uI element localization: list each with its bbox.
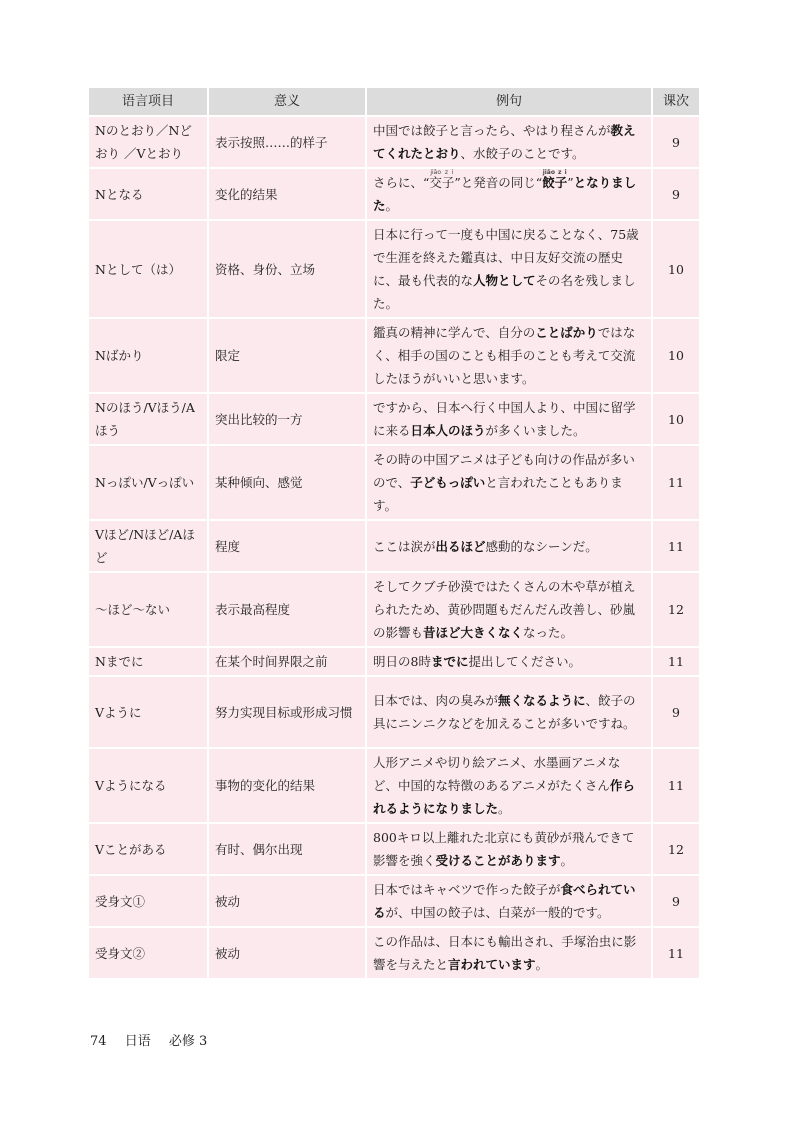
table-row: [89, 169, 699, 221]
ruby-reading: jiāo z i: [429, 169, 455, 176]
sentence-text: 。: [498, 801, 511, 816]
example-sentence: [367, 221, 653, 319]
sentence-text: と言われたこともあります。: [373, 475, 623, 513]
lesson-number: 12: [653, 573, 699, 648]
header-item: 语言项目: [89, 88, 209, 117]
sentence-text: 。: [385, 198, 399, 213]
sentence-text: ”: [567, 175, 574, 190]
table-row: [89, 648, 699, 677]
grammar-item: Vようになる: [89, 749, 209, 824]
grammar-item: 受身文②: [89, 928, 209, 980]
highlighted-phrase: 昔ほど大きくなく: [423, 625, 524, 640]
grammar-meaning: 限定: [209, 319, 367, 394]
sentence-text: その時の中国アニメは子ども向けの作品が多いので、: [373, 452, 635, 490]
sentence-text: ではなく、相手の国のことも相手のことも考えて交流したほうがいいと思います。: [373, 325, 636, 386]
grammar-item: Nとなる: [89, 169, 209, 221]
grammar-meaning: 有时、偶尔出现: [209, 824, 367, 876]
sentence-text: 鑑真の精神に学んで、自分の: [373, 325, 536, 340]
highlighted-phrase: 子どもっぽい: [410, 475, 486, 490]
table-row: [89, 824, 699, 876]
grammar-meaning: 表示按照……的样子: [209, 117, 367, 169]
grammar-meaning: 被动: [209, 928, 367, 980]
lesson-number: 9: [653, 876, 699, 928]
table-row: [89, 521, 699, 573]
grammar-item: ～ほど～ない: [89, 573, 209, 648]
lesson-number: 11: [653, 446, 699, 521]
ruby-base: 交子: [429, 175, 455, 190]
sentence-text: その名を残しました。: [373, 273, 636, 311]
table-row: [89, 749, 699, 824]
ruby-reading: jiǎo z i: [542, 169, 568, 176]
grammar-item: Nっぽい/Vっぽい: [89, 446, 209, 521]
example-sentence: [367, 169, 653, 221]
sentence-text: 800キロ以上離れた北京にも黄砂が飛んできて影響を強く: [373, 830, 635, 868]
header-lesson: 课次: [653, 88, 699, 117]
sentence-text: 。: [535, 957, 549, 972]
grammar-item: Vことがある: [89, 824, 209, 876]
page-number: 74: [90, 1034, 107, 1049]
table-row: [89, 677, 699, 749]
lesson-number: 10: [653, 394, 699, 446]
highlighted-phrase: となりました: [373, 175, 637, 213]
table-row: [89, 394, 699, 446]
highlighted-phrase: 日本人のほう: [410, 423, 486, 438]
grammar-meaning: 事物的变化的结果: [209, 749, 367, 824]
grammar-item: Nばかり: [89, 319, 209, 394]
grammar-meaning: 资格、身份、立场: [209, 221, 367, 319]
example-sentence: [367, 446, 653, 521]
header-example: 例句: [367, 88, 653, 117]
sentence-text: 感動的なシーンだ。: [485, 538, 598, 554]
sentence-text: ここは涙が: [373, 538, 436, 554]
example-sentence: [367, 928, 653, 980]
book-volume: 必修 3: [168, 1034, 208, 1049]
example-sentence: [367, 648, 653, 677]
example-sentence: [367, 749, 653, 824]
sentence-text: ですから、日本へ行く中国人より、中国に留学に来る: [373, 400, 636, 438]
grammar-item: 受身文①: [89, 876, 209, 928]
grammar-meaning: 努力实现目标或形成习惯: [209, 677, 367, 749]
grammar-item: Nのとおり／Nどおり ／Vとおり: [89, 117, 209, 169]
highlighted-phrase: 出るほど: [435, 538, 486, 554]
highlighted-phrase: 食べられている: [373, 882, 636, 920]
lesson-number: 10: [653, 221, 699, 319]
lesson-number: 11: [653, 928, 699, 980]
highlighted-phrase: 作られるようになりました: [373, 778, 635, 816]
lesson-number: 9: [653, 117, 699, 169]
page-footer: [90, 1030, 221, 1049]
sentence-text: この作品は、日本にも輸出され、手塚治虫に影響を与えたと: [373, 934, 637, 972]
lesson-number: 10: [653, 319, 699, 394]
example-sentence: [367, 824, 653, 876]
table-header-row: [89, 88, 699, 117]
ruby-word: [542, 169, 568, 190]
lesson-number: 11: [653, 521, 699, 573]
sentence-text: が多くいました。: [485, 423, 586, 438]
grammar-meaning: 程度: [209, 521, 367, 573]
sentence-text: 日本では、肉の臭みが: [373, 693, 499, 708]
grammar-table: [89, 88, 699, 980]
sentence-text: ”と発音の同じ“: [454, 175, 543, 190]
sentence-text: 日本に行って一度も中国に戻ることなく、75歳で生涯を終えた鑑真は、中日友好交流の歴史に、最も代表的な: [373, 227, 639, 288]
grammar-item: Nのほう/Vほう/Aほう: [89, 394, 209, 446]
table-row: [89, 573, 699, 648]
ruby-base: 餃子: [542, 175, 568, 190]
highlighted-phrase: 人物として: [473, 273, 536, 288]
lesson-number: 11: [653, 749, 699, 824]
sentence-text: 。: [560, 853, 574, 868]
grammar-meaning: 表示最高程度: [209, 573, 367, 648]
highlighted-phrase: までに: [430, 654, 469, 669]
highlighted-phrase: 教えてくれたとおり: [373, 123, 636, 161]
table-row: [89, 876, 699, 928]
sentence-text: そしてクブチ砂漠ではたくさんの木や草が植えられたため、黄砂問題もだんだん改善し、砂嵐の影響も: [373, 579, 636, 640]
grammar-meaning: 某种倾向、感觉: [209, 446, 367, 521]
example-sentence: [367, 876, 653, 928]
grammar-item: Vほど/Nほど/Aほど: [89, 521, 209, 573]
table-row: [89, 319, 699, 394]
example-sentence: [367, 677, 653, 749]
grammar-meaning: 突出比较的一方: [209, 394, 367, 446]
table-row: [89, 446, 699, 521]
grammar-meaning: 在某个时间界限之前: [209, 648, 367, 677]
sentence-text: 明日の8時: [373, 654, 431, 669]
sentence-text: さらに、“: [373, 175, 430, 190]
ruby-word: [429, 169, 455, 190]
grammar-item: Nとして（は）: [89, 221, 209, 319]
highlighted-phrase: 無くなるように: [498, 693, 586, 708]
example-sentence: [367, 521, 653, 573]
grammar-item: Vように: [89, 677, 209, 749]
example-sentence: [367, 117, 653, 169]
table-row: [89, 928, 699, 980]
grammar-meaning: 被动: [209, 876, 367, 928]
highlighted-phrase: ことばかり: [535, 325, 598, 340]
example-sentence: [367, 573, 653, 648]
grammar-meaning: 变化的结果: [209, 169, 367, 221]
header-meaning: 意义: [209, 88, 367, 117]
lesson-number: 12: [653, 824, 699, 876]
lesson-number: 11: [653, 648, 699, 677]
sentence-text: 人形アニメや切り絵アニメ、水墨画アニメなど、中国的な特徴のあるアニメがたくさん: [373, 755, 621, 793]
book-title: 日语: [124, 1034, 151, 1049]
highlighted-phrase: 受けることがあります: [435, 853, 561, 868]
lesson-number: 9: [653, 169, 699, 221]
sentence-text: が、中国の餃子は、白菜が一般的です。: [385, 905, 610, 920]
table-row: [89, 221, 699, 319]
grammar-item: Nまでに: [89, 648, 209, 677]
sentence-text: 、餃子の具にニンニクなどを加えることが多いですね。: [373, 693, 636, 731]
example-sentence: [367, 394, 653, 446]
highlighted-phrase: 言われています: [448, 957, 536, 972]
example-sentence: [367, 319, 653, 394]
sentence-text: 提出してください。: [468, 654, 581, 669]
sentence-text: 、水餃子のことです。: [460, 146, 585, 161]
lesson-number: 9: [653, 677, 699, 749]
sentence-text: 日本ではキャベツで作った餃子が: [373, 882, 561, 897]
sentence-text: なった。: [523, 625, 574, 640]
table-row: [89, 117, 699, 169]
sentence-text: 中国では餃子と言ったら、やはり程さんが: [373, 123, 611, 138]
